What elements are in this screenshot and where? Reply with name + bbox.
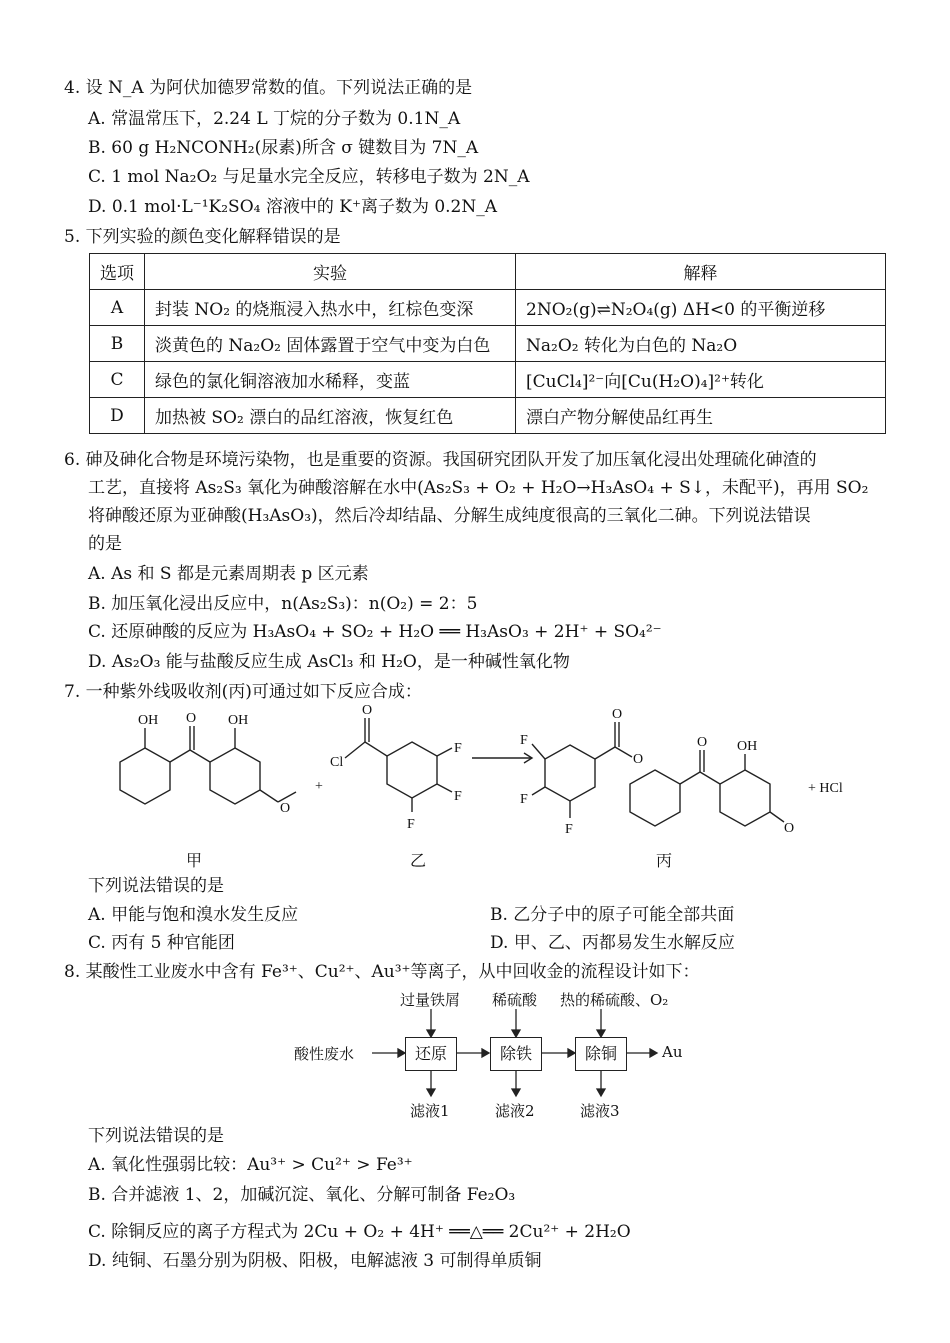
q6-stem-line-4: 的是 [88, 534, 122, 554]
flow-filtrate-2: 滤液2 [495, 1102, 535, 1120]
flow-reagent-1: 过量铁屑 [400, 991, 461, 1009]
q7-sub-stem: 下列说法错误的是 [88, 876, 224, 896]
yi-ring [387, 742, 437, 798]
table-cell: 封装 NO₂ 的烧瓶浸入热水中，红棕色变深 [145, 290, 516, 326]
atom-label: O [280, 801, 291, 816]
table-row [90, 362, 886, 398]
q4-option-b: B. 60 g H₂NCONH₂(尿素)所含 σ 键数目为 7N_A [88, 138, 479, 158]
bing-ring-1 [545, 745, 595, 801]
atom-label: O [186, 711, 197, 726]
atom-label: OH [228, 713, 249, 728]
atom-label: O [633, 752, 644, 767]
atom-label: F [520, 792, 528, 807]
flow-filtrate-3: 滤液3 [580, 1102, 620, 1120]
table-cell: 绿色的氯化铜溶液加水稀释，变蓝 [145, 362, 516, 398]
q7-stem: 7. 一种紫外线吸收剂(丙)可通过如下反应合成： [64, 682, 422, 702]
compound-label-bing: 丙 [656, 851, 673, 870]
q5-stem: 5. 下列实验的颜色变化解释错误的是 [64, 227, 341, 247]
q6-option-a: A. As 和 S 都是元素周期表 p 区元素 [88, 564, 369, 584]
header-cell: 选项 [90, 254, 145, 290]
flow-output-label: Au [662, 1043, 683, 1061]
jia-ring-left [120, 748, 170, 804]
q4-option-d: D. 0.1 mol·L⁻¹K₂SO₄ 溶液中的 K⁺离子数为 0.2N_A [88, 197, 498, 217]
table-cell: 漂白产物分解使品红再生 [516, 398, 886, 434]
table-cell: 加热被 SO₂ 漂白的品红溶液，恢复红色 [145, 398, 516, 434]
q6-option-b: B. 加压氧化浸出反应中，n(As₂S₃)：n(O₂) = 2：5 [88, 594, 478, 614]
recovery-flowchart [290, 985, 710, 1125]
atom-label: F [520, 733, 528, 748]
bing-ring-2 [630, 770, 680, 826]
table-cell: [CuCl₄]²⁻向[Cu(H₂O)₄]²⁺转化 [516, 362, 886, 398]
flow-step-reduce: 还原 [405, 1037, 457, 1071]
plus-sign: + [315, 779, 323, 794]
atom-label: Cl [330, 755, 344, 770]
atom-label: O [612, 707, 623, 722]
flow-filtrate-1: 滤液1 [410, 1102, 450, 1120]
q5-table [89, 253, 886, 434]
flow-step-remove-iron: 除铁 [490, 1037, 542, 1071]
table-cell: B [90, 326, 145, 362]
table-row [90, 326, 886, 362]
atom-label: O [784, 821, 795, 836]
atom-label: O [362, 703, 373, 718]
header-cell: 实验 [145, 254, 516, 290]
table-cell: 淡黄色的 Na₂O₂ 固体露置于空气中变为白色 [145, 326, 516, 362]
flow-reagent-3: 热的稀硫酸、O₂ [560, 991, 669, 1009]
jia-ring-right [210, 748, 260, 804]
q8-sub-stem: 下列说法错误的是 [88, 1126, 224, 1146]
q7-option-c: C. 丙有 5 种官能团 [88, 933, 235, 953]
q8-option-b: B. 合并滤液 1、2，加碱沉淀、氧化、分解可制备 Fe₂O₃ [88, 1185, 516, 1205]
byproduct-hcl: + HCl [808, 781, 843, 796]
bing-ring-3 [720, 770, 770, 826]
reaction-scheme [100, 700, 880, 870]
table-cell: A [90, 290, 145, 326]
atom-label: O [697, 735, 708, 750]
q6-stem-line-3: 将砷酸还原为亚砷酸(H₃AsO₃)，然后冷却结晶、分解生成纯度很高的三氧化二砷。下列说法错误 [88, 506, 811, 526]
q4-stem: 4. 设 N_A 为阿伏加德罗常数的值。下列说法正确的是 [64, 78, 473, 98]
q8-option-d: D. 纯铜、石墨分别为阴极、阳极，电解滤液 3 可制得单质铜 [88, 1251, 542, 1271]
q8-stem: 8. 某酸性工业废水中含有 Fe³⁺、Cu²⁺、Au³⁺等离子，从中回收金的流程设计如下： [64, 962, 700, 982]
q6-option-d: D. As₂O₃ 能与盐酸反应生成 AsCl₃ 和 H₂O，是一种碱性氧化物 [88, 652, 570, 672]
atom-label: OH [138, 713, 159, 728]
compound-label-yi: 乙 [410, 851, 427, 870]
q6-option-c: C. 还原砷酸的反应为 H₃AsO₄ + SO₂ + H₂O ══ H₃AsO₃ + 2H⁺ + SO₄²⁻ [88, 622, 662, 642]
table-cell: D [90, 398, 145, 434]
flow-step-remove-copper: 除铜 [575, 1037, 627, 1071]
q7-option-d: D. 甲、乙、丙都易发生水解反应 [490, 933, 735, 953]
atom-label: F [407, 817, 415, 832]
table-cell: Na₂O₂ 转化为白色的 Na₂O [516, 326, 886, 362]
q8-option-a: A. 氧化性强弱比较：Au³⁺ > Cu²⁺ > Fe³⁺ [88, 1155, 413, 1175]
header-cell: 解释 [516, 254, 886, 290]
q4-option-a: A. 常温常压下，2.24 L 丁烷的分子数为 0.1N_A [88, 109, 461, 129]
q6-stem-line-2: 工艺，直接将 As₂S₃ 氧化为砷酸溶解在水中(As₂S₃ + O₂ + H₂O→H₃AsO₄ + S↓，未配平)，再用 SO₂ [88, 478, 869, 498]
flow-reagent-2: 稀硫酸 [492, 991, 538, 1009]
table-row [90, 290, 886, 326]
atom-label: OH [737, 739, 758, 754]
q7-option-a: A. 甲能与饱和溴水发生反应 [88, 905, 299, 925]
q4-option-c: C. 1 mol Na₂O₂ 与足量水完全反应，转移电子数为 2N_A [88, 167, 530, 187]
atom-label: F [454, 789, 462, 804]
q7-option-b: B. 乙分子中的原子可能全部共面 [490, 905, 735, 925]
flow-input-label: 酸性废水 [294, 1045, 355, 1063]
table-cell: C [90, 362, 145, 398]
q8-option-c: C. 除铜反应的离子方程式为 2Cu + O₂ + 4H⁺ ══△══ 2Cu²⁺ + 2H₂O [88, 1222, 631, 1242]
compound-label-jia: 甲 [186, 851, 203, 870]
table-row [90, 398, 886, 434]
atom-label: F [454, 741, 462, 756]
atom-label: F [565, 822, 573, 837]
table-cell: 2NO₂(g)⇌N₂O₄(g) ΔH<0 的平衡逆移 [516, 290, 886, 326]
table-header-row [90, 254, 886, 290]
q6-stem-line-1: 6. 砷及砷化合物是环境污染物，也是重要的资源。我国研究团队开发了加压氧化浸出处理硫化砷渣的 [64, 450, 817, 470]
